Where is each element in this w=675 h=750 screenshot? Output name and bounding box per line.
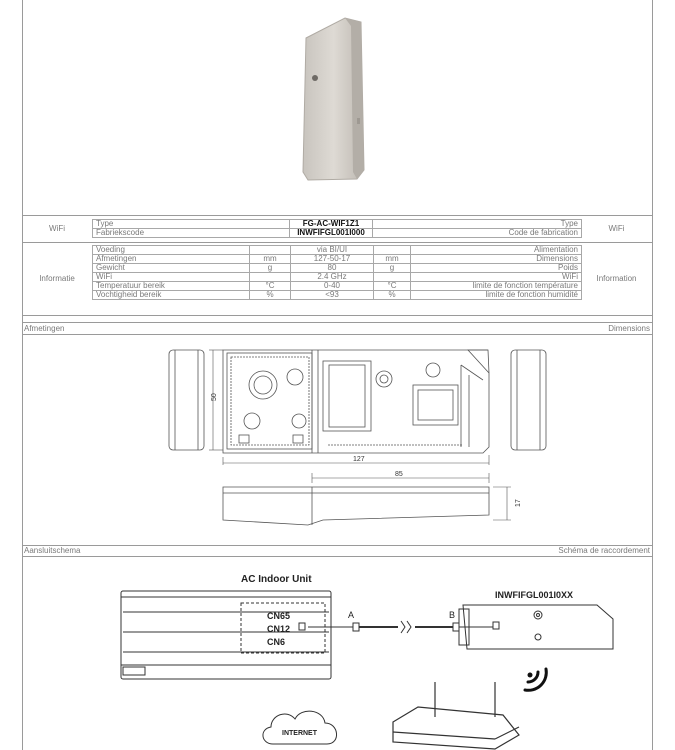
module-code-label: INWFIFGL001I0XX: [495, 590, 574, 600]
point-b-label: B: [449, 610, 456, 620]
connector-label: CN12: [267, 624, 291, 634]
row-unit: %: [374, 291, 411, 300]
dim-length-label: 127: [353, 456, 365, 463]
row-label-fr: Dimensions: [411, 255, 582, 264]
connector-label: CN65: [267, 611, 291, 621]
row-unit: mm: [374, 255, 411, 264]
side-view-right: [511, 350, 546, 450]
wifi-table: [92, 219, 582, 238]
row-value: 80: [291, 264, 374, 273]
row-value: FG-AC-WIF1Z1: [290, 220, 373, 229]
section-title-dimensions-nl: Afmetingen: [24, 324, 65, 333]
divider: [22, 315, 652, 316]
row-unit: mm: [250, 255, 291, 264]
internet-label: INTERNET: [282, 730, 317, 737]
row-label-nl: Temperatuur bereik: [93, 282, 250, 291]
row-unit: g: [250, 264, 291, 273]
row-unit: °C: [250, 282, 291, 291]
wiring-diagram: [23, 557, 651, 750]
connector-label: CN6: [267, 637, 286, 647]
row-value: 127-50-17: [291, 255, 374, 264]
row-unit: g: [374, 264, 411, 273]
internet-cloud-icon: [263, 711, 337, 744]
divider: [22, 322, 652, 323]
section-title-wiring-nl: Aansluitschema: [24, 546, 81, 555]
ac-indoor-unit: [121, 591, 331, 679]
table-row: [93, 255, 582, 264]
row-label-nl: Vochtigheid bereik: [93, 291, 250, 300]
router-icon: [393, 682, 519, 749]
section-title-wiring-fr: Schéma de raccordement: [558, 546, 650, 555]
front-view: [223, 350, 489, 453]
side-view-left: [169, 350, 204, 450]
dim-height-label: 50: [211, 393, 218, 401]
table-row: [93, 291, 582, 300]
row-value: 0-40: [291, 282, 374, 291]
wifi-side-label-right: WiFi: [608, 224, 625, 233]
row-unit: °C: [374, 282, 411, 291]
row-value: <93: [291, 291, 374, 300]
row-label-fr: WiFi: [411, 273, 582, 282]
row-label-nl: WiFi: [93, 273, 250, 282]
row-label-nl: Fabriekscode: [93, 229, 290, 238]
wireless-signal-icon-dot: [528, 673, 533, 678]
dim-inner-label: 85: [395, 471, 403, 478]
divider: [22, 242, 652, 243]
info-table: [92, 245, 582, 300]
row-value: via BI/UI: [291, 246, 374, 255]
row-label-fr: Type: [373, 220, 582, 229]
dim-depth-label: 17: [515, 499, 522, 507]
row-label-fr: limite de fonction humidité: [411, 291, 582, 300]
section-title-dimensions-fr: Dimensions: [608, 324, 650, 333]
divider: [22, 215, 652, 216]
row-label-nl: Voeding: [93, 246, 250, 255]
row-value: INWFIFGL001I000: [290, 229, 373, 238]
row-label-fr: Poids: [411, 264, 582, 273]
row-label-nl: Type: [93, 220, 290, 229]
info-side-label-right: Information: [596, 274, 637, 283]
row-label-nl: Afmetingen: [93, 255, 250, 264]
row-unit: %: [250, 291, 291, 300]
row-label-fr: Code de fabrication: [373, 229, 582, 238]
wifi-side-label-left: WiFi: [49, 224, 65, 233]
wireless-signal-icon: [525, 669, 546, 690]
row-label-nl: Gewicht: [93, 264, 250, 273]
product-photo: [23, 0, 651, 215]
info-side-label-left: Informatie: [39, 274, 75, 283]
product-photo-area: [23, 0, 651, 215]
row-label-fr: limite de fonction température: [411, 282, 582, 291]
point-a-label: A: [348, 610, 355, 620]
row-label-fr: Alimentation: [411, 246, 582, 255]
row-value: 2.4 GHz: [291, 273, 374, 282]
dimension-drawing: [23, 335, 651, 545]
table-row: [93, 229, 582, 238]
ac-unit-title: AC Indoor Unit: [241, 574, 312, 585]
